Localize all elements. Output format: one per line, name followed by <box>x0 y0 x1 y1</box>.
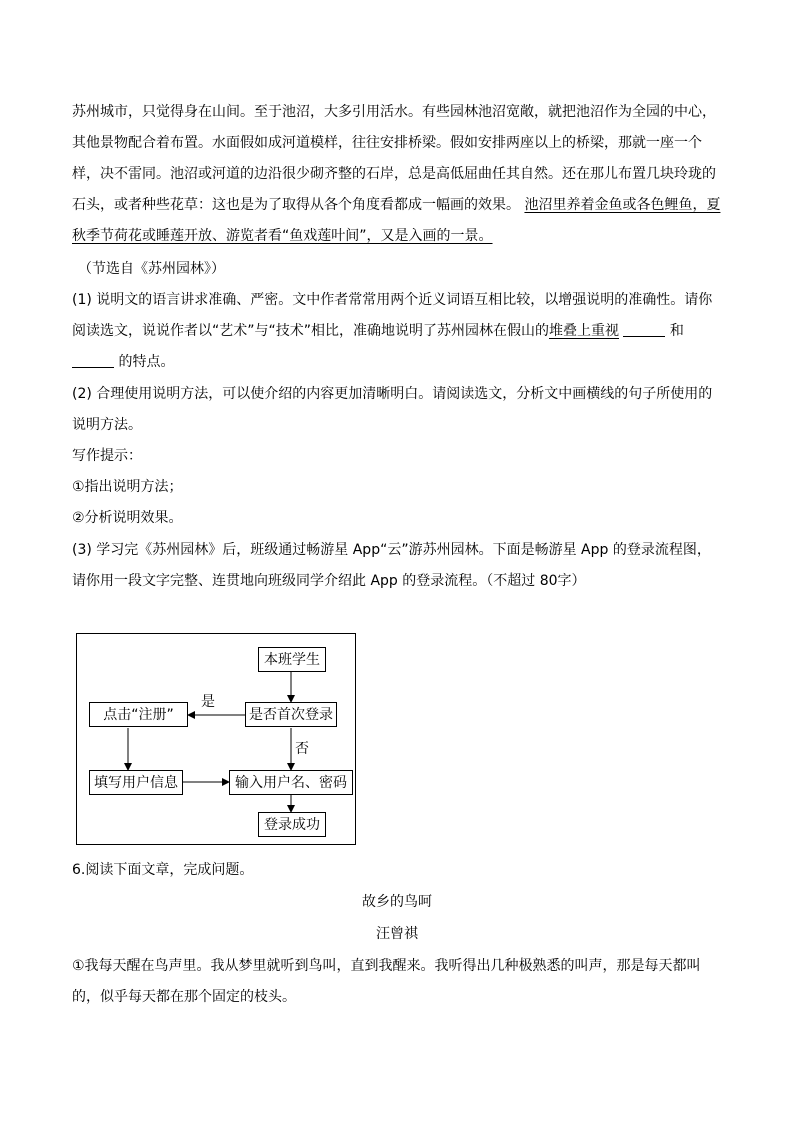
writing-tip-2: ②分析说明效果。 <box>72 510 183 526</box>
question-1-underlined-phrase: 堆叠上重视 <box>549 323 620 339</box>
article-paragraph-1-line-2: 的，似乎每天都在那个固定的枝头。 <box>72 989 296 1005</box>
question-1-line-1: (1) 说明文的语言讲求准确、严密。文中作者常常用两个近义词语互相比较，以增强说明的准确性。请你 <box>72 292 713 308</box>
section-6-intro: 6.阅读下面文章，完成问题。 <box>72 862 254 878</box>
label-no: 否 <box>295 741 309 757</box>
question-2-line-2: 说明方法。 <box>72 417 142 433</box>
answer-blank-2[interactable] <box>72 353 114 368</box>
question-1-line-2-a: 阅读选文，说说作者以“艺术”与“技术”相比，准确地说明了苏州园林在假山的 <box>72 323 550 339</box>
passage-source: （节选自《苏州园林》） <box>78 261 225 277</box>
question-3-line-2: 请你用一段文字完整、连贯地向班级同学介绍此 App 的登录流程。（不超过 80字） <box>72 573 586 589</box>
passage-line-3: 样，决不雷同。池沼或河道的边沿很少砌齐整的石岸，总是高低屈曲任其自然。还在那儿布置几块玲珑的 <box>72 166 716 182</box>
passage-line-1: 苏州城市，只觉得身在山间。至于池沼，大多引用活水。有些园林池沼宽敞，就把池沼作为全园的中心， <box>72 104 716 120</box>
underlined-sentence-part-2: 秋季节荷花或睡莲开放、游览者看“鱼戏莲叶间”，又是入画的一景。 <box>72 228 493 244</box>
passage-line-5 <box>72 226 493 246</box>
node-login-success: 登录成功 <box>258 812 326 837</box>
node-enter-credentials: 输入用户名、密码 <box>229 770 353 795</box>
answer-blank-1[interactable] <box>623 322 665 337</box>
question-2-line-1: (2) 合理使用说明方法，可以使介绍的内容更加清晰明白。请阅读选文，分析文中画横线的句子所使用的 <box>72 386 713 402</box>
node-click-register: 点击“注册” <box>89 702 188 727</box>
question-1-line-2-c: 和 <box>669 323 684 339</box>
node-first-login-check: 是否首次登录 <box>245 702 337 727</box>
passage-line-4 <box>72 195 720 215</box>
question-1-line-3-text: 的特点。 <box>118 354 175 370</box>
node-student: 本班学生 <box>258 647 326 672</box>
underlined-sentence-part-1: 池沼里养着金鱼或各色鲤鱼，夏 <box>524 197 721 213</box>
question-1-line-3 <box>72 352 174 372</box>
question-1-line-2 <box>72 321 684 341</box>
passage-line-2: 其他景物配合着布置。水面假如成河道模样，往往安排桥梁。假如安排两座以上的桥梁，那就一座一个 <box>72 135 702 151</box>
question-3-line-1: (3) 学习完《苏州园林》后，班级通过畅游星 App“云”游苏州园林。下面是畅游星 App 的登录流程图， <box>72 542 711 558</box>
login-flowchart <box>76 633 356 845</box>
article-paragraph-1-line-1: ①我每天醒在鸟声里。我从梦里就听到鸟叫，直到我醒来。我听得出几种极熟悉的叫声，那是每天都叫 <box>72 958 701 974</box>
passage-line-4-plain: 石头，或者种些花草：这也是为了取得从各个角度看都成一幅画的效果。 <box>72 197 520 213</box>
article-title: 故乡的鸟呵 <box>362 894 432 910</box>
writing-tip-1: ①指出说明方法； <box>72 479 183 495</box>
article-author: 汪曾祺 <box>376 926 418 942</box>
writing-tips-title: 写作提示： <box>72 448 142 464</box>
node-fill-user-info: 填写用户信息 <box>89 770 183 795</box>
label-yes: 是 <box>201 694 215 710</box>
